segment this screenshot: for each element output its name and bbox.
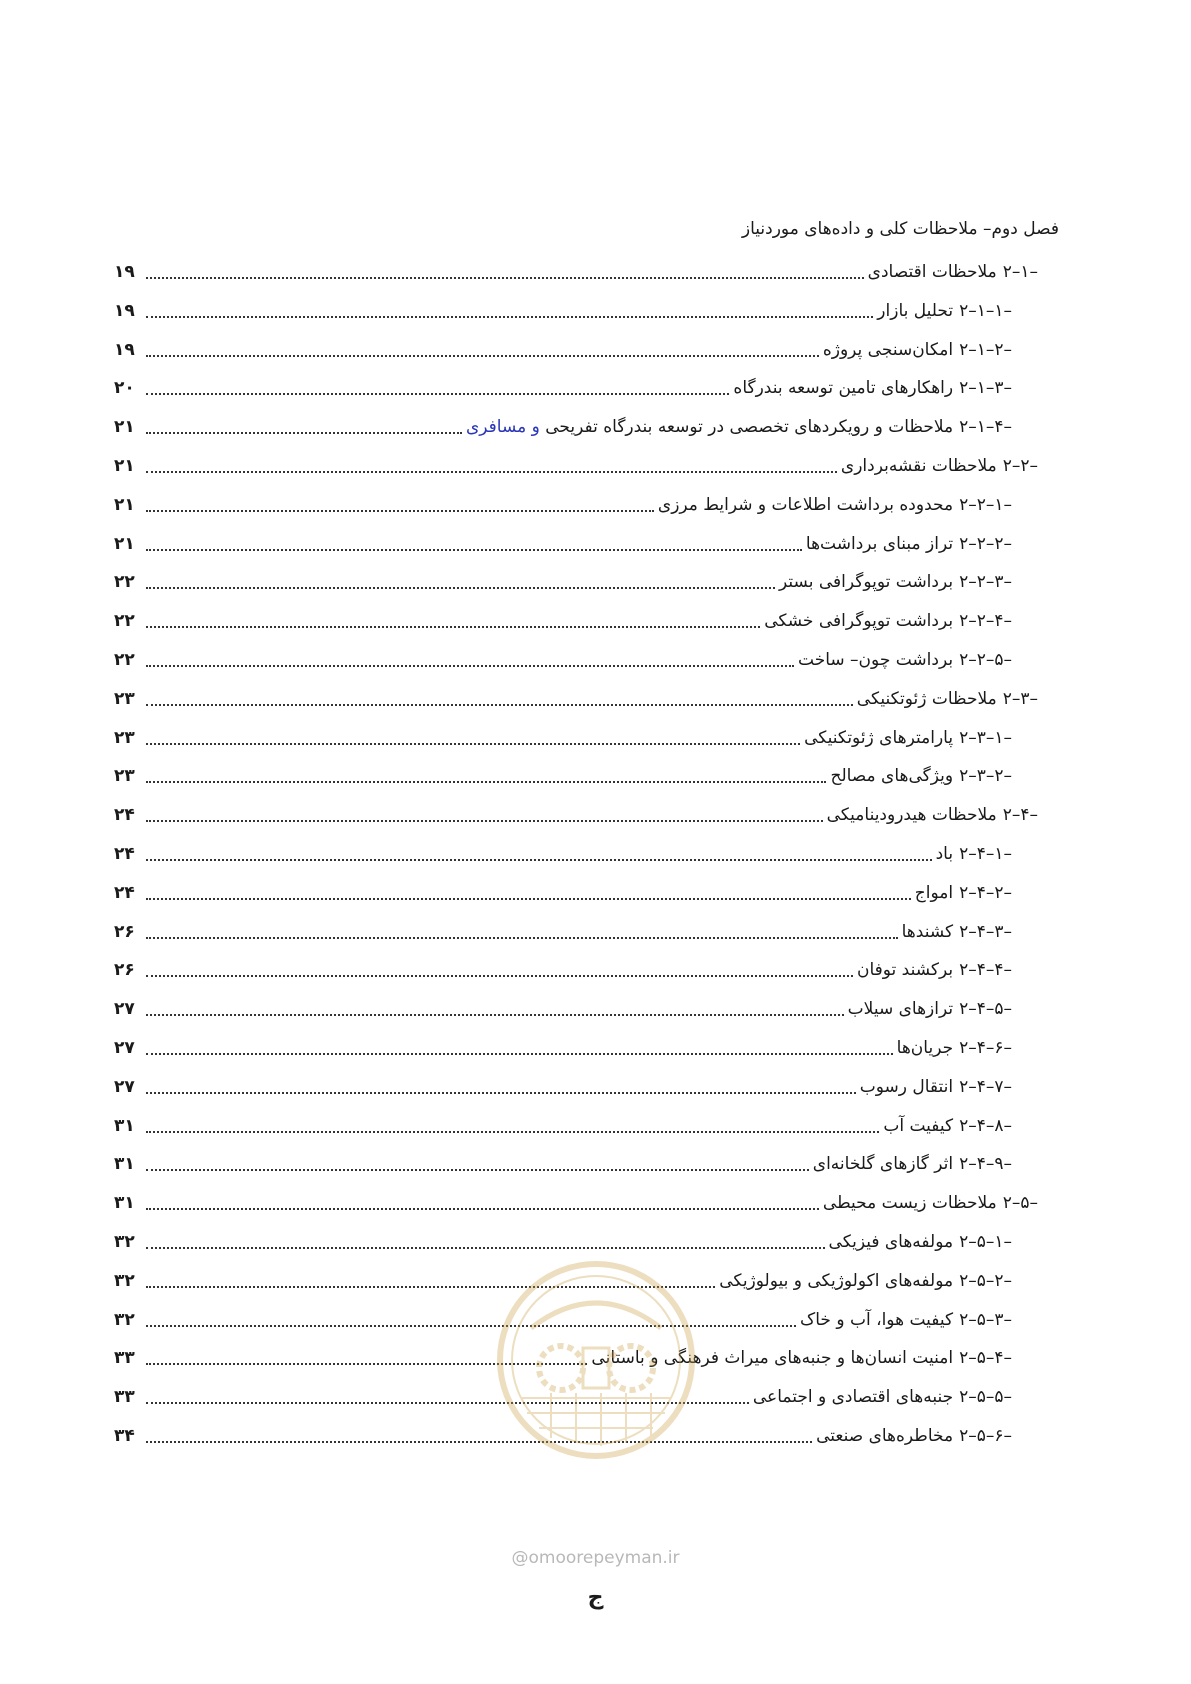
toc-section-title: اثر گازهای گلخانه‌ای: [812, 1154, 954, 1175]
toc-dot-leader: [146, 1400, 749, 1404]
toc-section-number: ۲–۵–۵–: [959, 1387, 1012, 1408]
toc-page-number: ۳۲: [114, 1270, 135, 1291]
toc-row[interactable]: [114, 296, 1038, 326]
toc-page-number: ۲۷: [114, 999, 135, 1020]
toc-section-number: ۲–۴–۵–: [959, 999, 1012, 1020]
toc-row[interactable]: [114, 529, 1038, 559]
toc-title-part: ملاحظات و رویکردهای تخصصی در توسعه بندرگاه تفریحی: [539, 417, 954, 438]
toc-section-title: ملاحظات زیست محیطی: [822, 1193, 997, 1214]
toc-section-number: ۲–۳–۲–: [959, 766, 1012, 787]
toc-page-number: ۲۴: [114, 805, 135, 826]
toc-section-number: ۲–۲–۲–: [959, 533, 1012, 554]
toc-section-title: راهکارهای تامین توسعه بندرگاه: [733, 378, 954, 399]
toc-dot-leader: [146, 1090, 856, 1094]
toc-section-number: ۲–۱–۱–: [959, 300, 1012, 321]
toc-entry: [733, 373, 1038, 403]
toc-dot-leader: [146, 547, 802, 551]
toc-section-number: ۲–۱–: [1002, 262, 1038, 282]
toc-page-number: ۲۳: [114, 766, 135, 787]
toc-entry: [798, 645, 1038, 675]
toc-dot-leader: [146, 1051, 893, 1055]
toc-dot-leader: [146, 624, 760, 628]
toc-dot-leader: [146, 1167, 809, 1171]
toc-dot-leader: [146, 1323, 796, 1327]
toc-dot-leader: [146, 1129, 879, 1133]
toc-section-title: جریان‌ها: [896, 1038, 954, 1058]
toc-page-number: ۲۶: [114, 960, 135, 981]
toc-entry: [591, 1343, 1038, 1373]
toc-section-number: ۲–۵–: [1002, 1193, 1038, 1214]
toc-entry: [830, 761, 1038, 791]
toc-section-number: ۲–۲–۴–: [959, 611, 1012, 632]
toc-row[interactable]: [114, 1188, 1038, 1218]
toc-section-title: کیفیت آب: [883, 1115, 954, 1136]
toc-section-number: ۲–۵–۳–: [959, 1309, 1012, 1330]
toc-title-part: و مسافری: [465, 417, 540, 438]
toc-dot-leader: [146, 1439, 812, 1443]
toc-page-number: ۳۳: [114, 1387, 135, 1408]
toc-section-title: انتقال رسوب: [859, 1076, 954, 1097]
toc-page-number: ۱۹: [114, 339, 135, 360]
toc-entry: [936, 839, 1038, 869]
toc-row[interactable]: [114, 645, 1038, 675]
toc-row[interactable]: [114, 490, 1038, 520]
toc-section-title: تحلیل بازار: [877, 300, 954, 321]
toc-section-number: ۲–۱–۳–: [959, 378, 1012, 399]
toc-section-number: ۲–۵–۴–: [959, 1348, 1012, 1369]
toc-section-title: جنبه‌های اقتصادی و اجتماعی: [752, 1387, 954, 1408]
toc-section-number: ۲–۱–۲–: [959, 339, 1012, 360]
toc-section-title: برداشت توپوگرافی خشکی: [764, 611, 954, 632]
toc-row[interactable]: [114, 955, 1038, 985]
toc-entry: [860, 1072, 1038, 1102]
toc-row[interactable]: [114, 878, 1038, 908]
toc-entry: [753, 1382, 1038, 1412]
toc-page-number: ۳۱: [114, 1115, 135, 1136]
toc-page-number: ۲۷: [114, 1076, 135, 1097]
toc-dot-leader: [146, 508, 654, 512]
toc-row[interactable]: [114, 839, 1038, 869]
toc-page-number: ۲۱: [114, 417, 135, 438]
toc-entry: [823, 335, 1038, 365]
toc-row[interactable]: [114, 917, 1038, 947]
toc-dot-leader: [146, 973, 853, 977]
toc-page-number: ۳۳: [114, 1348, 135, 1369]
toc-page-number: ۱۹: [114, 300, 135, 321]
toc-section-number: ۲–۴–۸–: [959, 1115, 1012, 1136]
toc-section-number: ۲–۲–: [1002, 456, 1038, 476]
toc-section-title: باد: [935, 844, 954, 864]
toc-row[interactable]: [114, 1111, 1038, 1141]
toc-dot-leader: [146, 275, 864, 279]
toc-page-number: ۱۹: [114, 262, 135, 282]
toc-entry: [857, 955, 1038, 985]
toc-dot-leader: [146, 818, 823, 822]
toc-page-number: ۲۳: [114, 688, 135, 709]
toc-section-title: مخاطره‌های صنعتی: [816, 1426, 954, 1446]
toc-section-number: ۲–۱–۴–: [959, 417, 1012, 438]
toc-row[interactable]: [114, 1382, 1038, 1412]
toc-section-title: ملاحظات هیدرودینامیکی: [826, 805, 997, 826]
toc-row[interactable]: [114, 994, 1038, 1024]
toc-section-number: ۲–۴–۷–: [959, 1076, 1012, 1097]
toc-entry: [915, 878, 1038, 908]
toc-row[interactable]: [114, 1305, 1038, 1335]
toc-page-number: ۳۴: [114, 1426, 135, 1446]
toc-row[interactable]: [114, 412, 1038, 442]
toc-entry: [823, 1188, 1038, 1218]
toc-row[interactable]: [114, 567, 1038, 597]
toc-entry: [658, 490, 1038, 520]
toc-section-number: ۲–۳–: [1002, 688, 1038, 709]
toc-section-number: ۲–۴–۱–: [959, 844, 1012, 864]
toc-section-title: محدوده برداشت اطلاعات و شرایط مرزی: [657, 494, 954, 515]
toc-dot-leader: [146, 430, 462, 434]
toc-section-number: ۲–۴–۹–: [959, 1154, 1012, 1175]
toc-section-number: ۲–۴–۶–: [959, 1038, 1012, 1058]
toc-page-number: ۲۱: [114, 456, 135, 476]
toc-section-title: امکان‌سنجی پروژه: [822, 339, 954, 360]
toc-entry: [779, 567, 1038, 597]
toc-entry: [827, 800, 1038, 830]
toc-row[interactable]: [114, 1149, 1038, 1179]
toc-section-title: پارامترهای ژئوتکنیکی: [804, 727, 954, 748]
toc-section-title: ترازهای سیلاب: [847, 999, 954, 1020]
toc-section-number: ۲–۴–۲–: [959, 882, 1012, 903]
toc-page-number: ۲۷: [114, 1038, 135, 1058]
toc-row[interactable]: [114, 373, 1038, 403]
toc-entry: [813, 1149, 1038, 1179]
page-number: ج: [587, 1585, 604, 1610]
toc-entry: [829, 1227, 1038, 1257]
toc-section-title: امواج: [914, 882, 954, 903]
toc-row[interactable]: [114, 1227, 1038, 1257]
toc-entry: [719, 1266, 1038, 1296]
toc-dot-leader: [146, 857, 932, 861]
toc-row[interactable]: [114, 800, 1038, 830]
toc-dot-leader: [146, 469, 837, 473]
toc-page-number: ۳۲: [114, 1232, 135, 1252]
toc-page-number: ۲۱: [114, 533, 135, 554]
toc-dot-leader: [146, 314, 873, 318]
toc-row[interactable]: [114, 335, 1038, 365]
toc-dot-leader: [146, 1361, 587, 1365]
toc-section-number: ۲–۳–۱–: [959, 727, 1012, 748]
toc-section-title: مولفه‌های اکولوژیکی و بیولوژیکی: [719, 1270, 954, 1291]
toc-section-title: کشندها: [901, 921, 954, 942]
toc-section-title: ویژگی‌های مصالح: [830, 766, 954, 787]
toc-page-number: ۲۴: [114, 844, 135, 864]
toc-row[interactable]: [114, 1072, 1038, 1102]
toc-section-number: ۲–۲–۵–: [959, 650, 1012, 670]
toc-section-number: ۲–۲–۱–: [959, 494, 1012, 515]
toc-section-title: برداشت چون– ساخت: [798, 650, 954, 670]
toc-page-number: ۳۱: [114, 1193, 135, 1214]
toc-row[interactable]: [114, 761, 1038, 791]
toc-section-number: ۲–۴–: [1002, 805, 1038, 826]
toc-section-title: تراز مبنای برداشت‌ها: [805, 533, 954, 554]
toc-row[interactable]: [114, 1343, 1038, 1373]
toc-page-number: ۲۶: [114, 921, 135, 942]
toc-section-number: ۲–۲–۳–: [959, 572, 1012, 593]
toc-section-number: ۲–۴–۳–: [959, 921, 1012, 942]
toc-section-title: برکشند توفان: [856, 960, 954, 981]
toc-section-title: ملاحظات اقتصادی: [867, 262, 997, 282]
toc-page-number: ۲۲: [114, 650, 135, 670]
toc-section-title: کیفیت هوا، آب و خاک: [800, 1309, 954, 1330]
toc-dot-leader: [146, 391, 729, 395]
toc-page-number: ۲۴: [114, 882, 135, 903]
toc-entry: [764, 606, 1038, 636]
toc-page-number: ۲۲: [114, 611, 135, 632]
toc-page-number: ۲۳: [114, 727, 135, 748]
toc-dot-leader: [146, 741, 800, 745]
toc-section-title: مولفه‌های فیزیکی: [828, 1232, 954, 1252]
toc-row[interactable]: [114, 257, 1038, 287]
toc-dot-leader: [146, 1206, 819, 1210]
toc-row[interactable]: [114, 1033, 1038, 1063]
toc-section-number: ۲–۵–۱–: [959, 1232, 1012, 1252]
toc-entry: [804, 723, 1038, 753]
toc-entry: [902, 917, 1038, 947]
toc-entry: [841, 451, 1038, 481]
toc-row[interactable]: [114, 684, 1038, 714]
toc-page-number: ۲۱: [114, 494, 135, 515]
toc-section-title: امنیت انسان‌ها و جنبه‌های میراث فرهنگی و باستانی: [591, 1348, 954, 1369]
toc-section-title: برداشت توپوگرافی بستر: [779, 572, 954, 593]
toc-section-number: ۲–۵–۲–: [959, 1270, 1012, 1291]
toc-dot-leader: [146, 1284, 715, 1288]
toc-dot-leader: [146, 779, 826, 783]
toc-entry: [816, 1421, 1038, 1451]
toc-row[interactable]: [114, 606, 1038, 636]
toc-entry: [800, 1305, 1038, 1335]
toc-section-number: ۲–۴–۴–: [959, 960, 1012, 981]
toc-section-number: ۲–۵–۶–: [959, 1426, 1012, 1446]
toc-dot-leader: [146, 702, 853, 706]
toc-entry: [857, 684, 1038, 714]
toc-dot-leader: [146, 585, 775, 589]
toc-page-number: ۳۱: [114, 1154, 135, 1175]
toc-row[interactable]: [114, 1421, 1038, 1451]
toc-page-number: ۲۲: [114, 572, 135, 593]
chapter-title: فصل دوم– ملاحظات کلی و داده‌های موردنیاز: [741, 219, 1059, 239]
toc-dot-leader: [146, 935, 898, 939]
toc-entry: [848, 994, 1038, 1024]
toc-dot-leader: [146, 663, 794, 667]
toc-entry: [897, 1033, 1038, 1063]
toc-section-title: ملاحظات نقشه‌برداری: [840, 456, 997, 476]
toc-entry: [868, 257, 1038, 287]
toc-dot-leader: [146, 1012, 844, 1016]
toc-page-number: ۳۲: [114, 1309, 135, 1330]
toc-page-number: ۲۰: [114, 378, 135, 399]
toc-entry: [877, 296, 1038, 326]
toc-row[interactable]: [114, 451, 1038, 481]
toc-entry: [806, 529, 1038, 559]
toc-row[interactable]: [114, 723, 1038, 753]
toc-section-title: ملاحظات ژئوتکنیکی: [856, 688, 997, 709]
watermark-url: @omoorepeyman.ir: [511, 1548, 680, 1568]
toc-dot-leader: [146, 353, 819, 357]
toc-dot-leader: [146, 1245, 825, 1249]
toc-dot-leader: [146, 896, 911, 900]
toc-entry: [883, 1111, 1038, 1141]
toc-section-title: [466, 412, 953, 442]
toc-entry: [466, 412, 1038, 442]
toc-row[interactable]: [114, 1266, 1038, 1296]
